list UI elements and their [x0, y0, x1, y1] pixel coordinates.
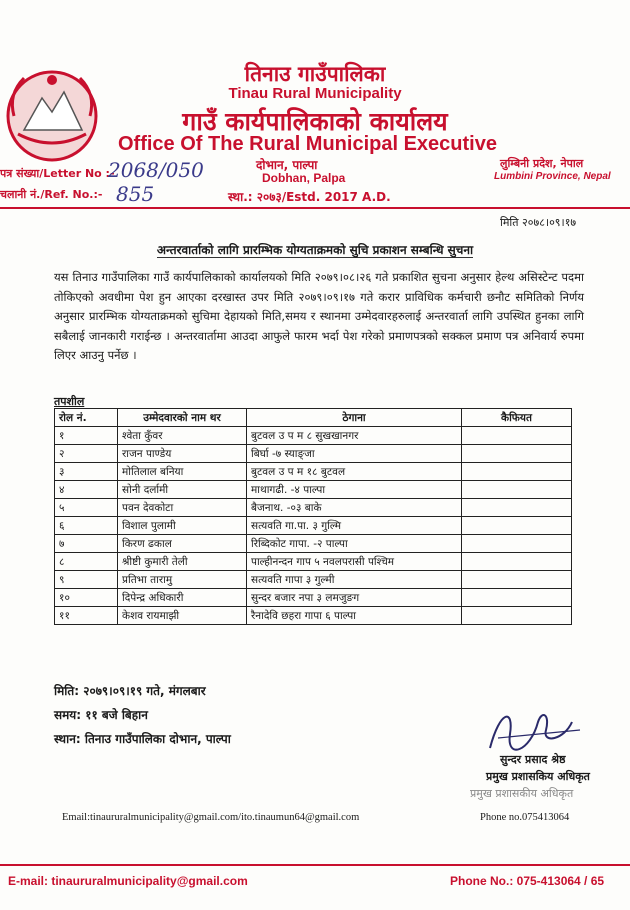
name-cell: मोतिलाल बनिया	[118, 463, 247, 481]
name-cell: दिपेन्द्र अधिकारी	[118, 589, 247, 607]
table-row	[55, 553, 572, 571]
roll-cell: ९	[55, 571, 118, 589]
office-name-en: Office Of The Rural Municipal Executive	[118, 133, 497, 155]
footer-divider	[0, 864, 630, 866]
roll-cell: ६	[55, 517, 118, 535]
address-cell: बुटवल उ प म ८ सुखखानगर	[247, 427, 462, 445]
roll-cell: ३	[55, 463, 118, 481]
address-np: दोभान, पाल्पा	[256, 158, 318, 172]
footer-phone: Phone No.: 075-413064 / 65	[450, 874, 605, 888]
header-roll: रोल नं.	[55, 409, 118, 427]
interview-time: समय: ११ बजे बिहान	[54, 708, 148, 722]
name-cell: पवन देवकोटा	[118, 499, 247, 517]
contact-phone: Phone no.075413064	[480, 812, 570, 823]
province-np: लुम्बिनी प्रदेश, नेपाल	[500, 157, 584, 170]
name-cell: किरण ढकाल	[118, 535, 247, 553]
table-row	[55, 445, 572, 463]
established-line: स्था.: २०७३/Estd. 2017 A.D.	[228, 190, 391, 204]
address-cell: सुन्दर बजार नपा ३ लमजुङग	[247, 589, 462, 607]
signatory-name: सुन्दर प्रसाद श्रेष्ठ	[500, 753, 566, 766]
candidate-table	[54, 408, 572, 625]
address-cell: बुटवल उ प म १८ बुटवल	[247, 463, 462, 481]
name-cell: विशाल पुलामी	[118, 517, 247, 535]
remarks-cell	[462, 607, 572, 625]
name-cell: प्रतिभा तारामु	[118, 571, 247, 589]
remarks-cell	[462, 499, 572, 517]
address-en: Dobhan, Palpa	[262, 171, 346, 185]
municipality-name-en: Tinau Rural Municipality	[228, 85, 402, 102]
address-cell: रैनादेवि छहरा गापा ६ पाल्पा	[247, 607, 462, 625]
name-cell: श्रीष्टी कुमारी तेली	[118, 553, 247, 571]
remarks-cell	[462, 571, 572, 589]
issue-date: मिति २०७८।०९।१७	[500, 216, 577, 229]
name-cell: राजन पाण्डेय	[118, 445, 247, 463]
address-cell: सत्यवति गा.पा. ३ गुल्मि	[247, 517, 462, 535]
contact-email: Email:tinaururalmunicipality@gmail.com/ito.tinaumun64@gmail.com	[62, 812, 360, 823]
address-cell: सत्यवति गापा ३ गुल्मी	[247, 571, 462, 589]
address-cell: रिब्दिकोट गापा. -२ पाल्पा	[247, 535, 462, 553]
roll-cell: ११	[55, 607, 118, 625]
office-name-np: गाउँ कार्यपालिकाको कार्यालय	[182, 107, 448, 136]
table-row	[55, 607, 572, 625]
notice-body: यस तिनाउ गाउँपालिका गाउँ कार्यपालिकाको कार्यालयको मिति २०७९।०८।२६ गते प्रकाशित सुचना अनुसार हेल्थ असिस्टेन्ट पदमा तोकिएको अवधीमा पेश हुन आएका दरखास्त उपर मिति २०७९।०९।१७ गते करार प्राविधिक कर्मचारी छनौट समितिको निर्णय अनुसार प्रारम्भिक योग्यताक्रमको सुचिमा देहायको मिति,समय र स्थानमा उम्मेदवारहरुलाई अन्तरवार्ता लागि उपस्थित हुनका लागि सबैलाई जानकारी गराईन्छ । अन्तरवार्तामा आउदा आफुले फारम भर्दा पेश गरेको प्रमाणपत्रको सक्कल प्रमाण पत्र अनिवार्य रुपमा लिएर आउनु पर्नेछ ।	[54, 270, 584, 362]
letter-no-label: पत्र संख्या/Letter No :-	[0, 167, 115, 180]
name-cell: सोनी दर्लामी	[118, 481, 247, 499]
remarks-cell	[462, 589, 572, 607]
table-row	[55, 571, 572, 589]
ref-no-label: चलानी नं./Ref. No.:-	[0, 188, 103, 201]
notice-subject-text: अन्तरवार्ताको लागि प्रारम्भिक योग्यताक्रमको सुचि प्रकाशन सम्बन्धि सुचना	[156, 243, 474, 257]
signatory-title: प्रमुख प्रशासकिय अधिकृत	[486, 770, 590, 783]
remarks-cell	[462, 553, 572, 571]
remarks-cell	[462, 535, 572, 553]
table-row	[55, 481, 572, 499]
table-row	[55, 589, 572, 607]
header-name: उम्मेदवारको नाम थर	[118, 409, 247, 427]
address-cell: माथागढी. -४ पाल्पा	[247, 481, 462, 499]
address-cell: पाल्हीनन्दन गाप ५ नवलपरासी पश्चिम	[247, 553, 462, 571]
remarks-cell	[462, 517, 572, 535]
letter-no-value: 2068/050	[108, 158, 204, 182]
municipality-name-np: तिनाउ गाउँपालिका	[244, 62, 386, 86]
header-remarks: कैफियत	[462, 409, 572, 427]
table-row	[55, 499, 572, 517]
ref-no-value: 855	[116, 182, 155, 206]
roll-cell: ८	[55, 553, 118, 571]
address-cell: बिर्घा -७ स्याङ्जा	[247, 445, 462, 463]
table-row	[55, 535, 572, 553]
header-address: ठेगाना	[247, 409, 462, 427]
roll-cell: ५	[55, 499, 118, 517]
remarks-cell	[462, 481, 572, 499]
province-en: Lumbini Province, Nepal	[494, 171, 611, 182]
table-label: तपशील	[54, 395, 85, 408]
table-row	[55, 427, 572, 445]
roll-cell: ४	[55, 481, 118, 499]
name-cell: श्वेता कुँवर	[118, 427, 247, 445]
interview-place: स्थान: तिनाउ गाउँपालिका दोभान, पाल्पा	[54, 732, 231, 746]
name-cell: केशव रायमाझी	[118, 607, 247, 625]
remarks-cell	[462, 427, 572, 445]
notice-subject	[0, 241, 630, 258]
roll-cell: ७	[55, 535, 118, 553]
seal-stamp: प्रमुख प्रशासकीय अधिकृत	[470, 787, 574, 800]
table-row	[55, 463, 572, 481]
header-divider	[0, 207, 630, 209]
footer-email: E-mail: tinaururalmunicipality@gmail.com	[8, 874, 248, 888]
address-cell: बैजनाथ. -०३ बाके	[247, 499, 462, 517]
roll-cell: १	[55, 427, 118, 445]
table-header-row	[55, 409, 572, 427]
table-row	[55, 517, 572, 535]
roll-cell: २	[55, 445, 118, 463]
roll-cell: १०	[55, 589, 118, 607]
remarks-cell	[462, 445, 572, 463]
interview-date: मिति: २०७९।०९।१९ गते, मंगलबार	[54, 684, 206, 698]
signature-icon	[480, 700, 600, 760]
remarks-cell	[462, 463, 572, 481]
